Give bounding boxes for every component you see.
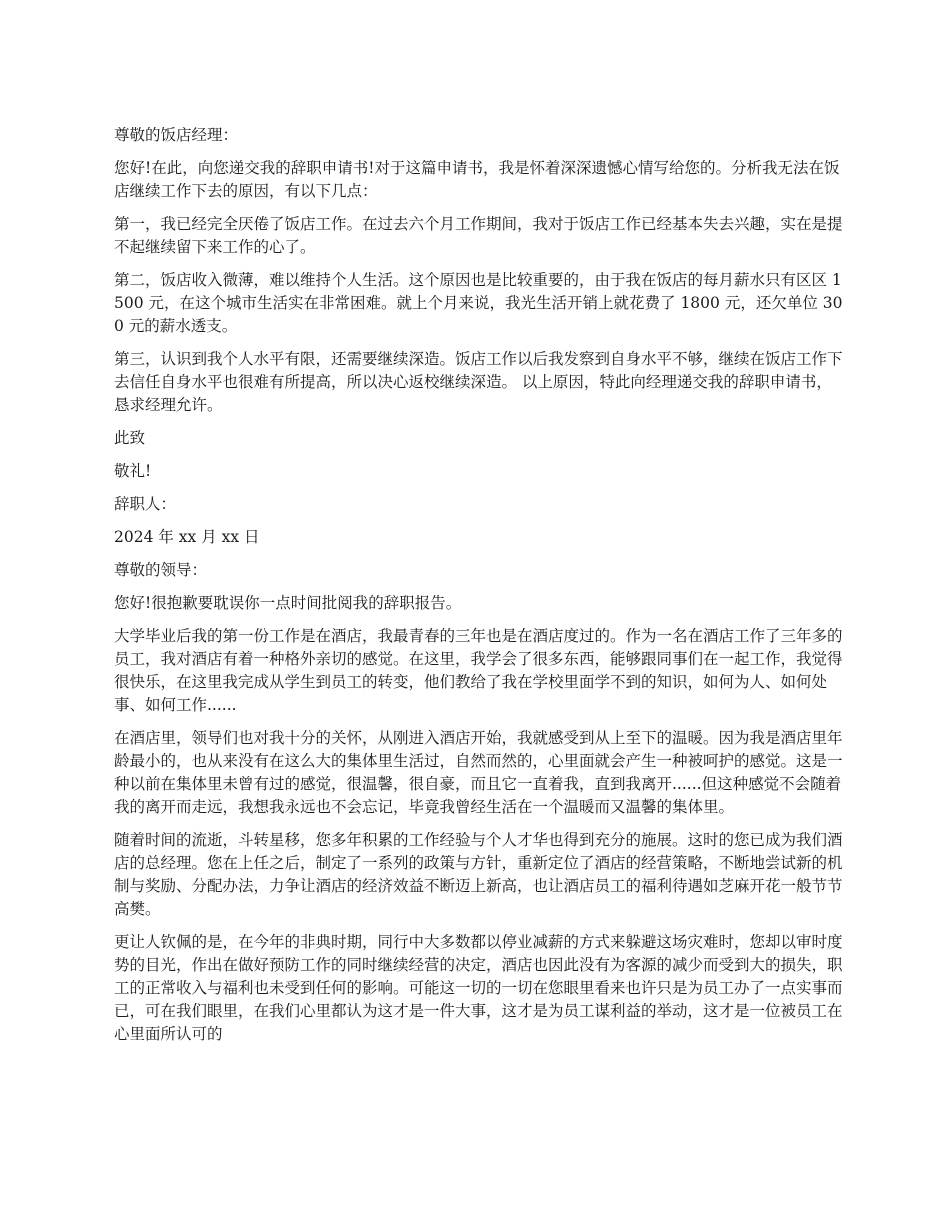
letter1-point3: 第三，认识到我个人水平有限，还需要继续深造。饭店工作以后我发察到自身水平不够，继续在饭店工作下去信任自身水平也很难有所提高，所以决心返校继续深造。 以上原因，特此向经理递交我的辞职申请书，恳求经理允许。 [114,350,843,414]
letter2-para3: 随着时间的流逝，斗转星移，您多年积累的工作经验与个人才华也得到充分的施展。这时的您已成为我们酒店的总经理。您在上任之后，制定了一系列的政策与方针，重新定位了酒店的经营策略，不断地尝试新的机制与奖励、分配办法，力争让酒店的经济效益不断迈上新高，也让酒店员工的福利待遇如芝麻开花一般节节高樊。 [114,831,843,918]
letter2-salutation: 尊敬的领导： [114,561,208,579]
letter1-opening: 您好!在此，向您递交我的辞职申请书!对于这篇申请书，我是怀着深深遗憾心情写给您的。分析我无法在饭店继续工作下去的原因，有以下几点： [114,159,840,200]
letter1-closing2: 敬礼! [114,462,152,480]
letter2-para2: 在酒店里，领导们也对我十分的关怀，从刚进入酒店开始，我就感受到从上至下的温暖。因为我是酒店里年龄最小的，也从来没有在这么大的集体里生活过，自然而然的，心里面就会产生一种被呵护的感觉。这是一种以前在集体里未曾有过的感觉，很温馨，很自豪，而且它一直着我，直到我离开......但这种感觉不会随着我的离开而走远，我想我永远也不会忘记，毕竟我曾经生活在一个温暖而又温馨的集体里。 [114,729,843,816]
letter1-closing1: 此致 [114,429,146,447]
letter1-salutation: 尊敬的饭店经理： [114,126,239,144]
letter1-signer: 辞职人： [114,495,177,513]
letter2-para4: 更让人钦佩的是，在今年的非典时期，同行中大多数都以停业减薪的方式来躲避这场灾难时，您却以审时度势的目光，作出在做好预防工作的同时继续经营的决定，酒店也因此没有为客源的减少而受到大的损失，职工的正常收入与福利也未受到任何的影响。可能这一切的一切在您眼里看来也许只是为员工办了一点实事而已，可在我们眼里，在我们心里都认为这才是一件大事，这才是为员工谋利益的举动，这才是一位被员工在心里面所认可的 [114,933,843,1043]
letter2-para1: 大学毕业后我的第一份工作是在酒店，我最青春的三年也是在酒店度过的。作为一名在酒店工作了三年多的员工，我对酒店有着一种格外亲切的感觉。在这里，我学会了很多东西，能够跟同事们在一起工作，我觉得很快乐，在这里我完成从学生到员工的转变，他们教给了我在学校里面学不到的知识，如何为人、如何处事、如何工作...... [114,627,843,714]
letter2-opening: 您好!很抱歉要耽误你一点时间批阅我的辞职报告。 [114,594,462,612]
letter1-point2: 第二，饭店收入微薄，难以维持个人生活。这个原因也是比较重要的，由于我在饭店的每月薪水只有区区 1500 元，在这个城市生活实在非常困难。就上个月来说，我光生活开销上就花费了 1800 元，还欠单位 300 元的薪水透支。 [114,271,843,335]
document-page [114,124,844,1056]
letter1-point1: 第一，我已经完全厌倦了饭店工作。在过去六个月工作期间，我对于饭店工作已经基本失去兴趣，实在是提不起继续留下来工作的心了。 [114,215,843,256]
letter1-date: 2024 年 xx 月 xx 日 [114,528,260,546]
